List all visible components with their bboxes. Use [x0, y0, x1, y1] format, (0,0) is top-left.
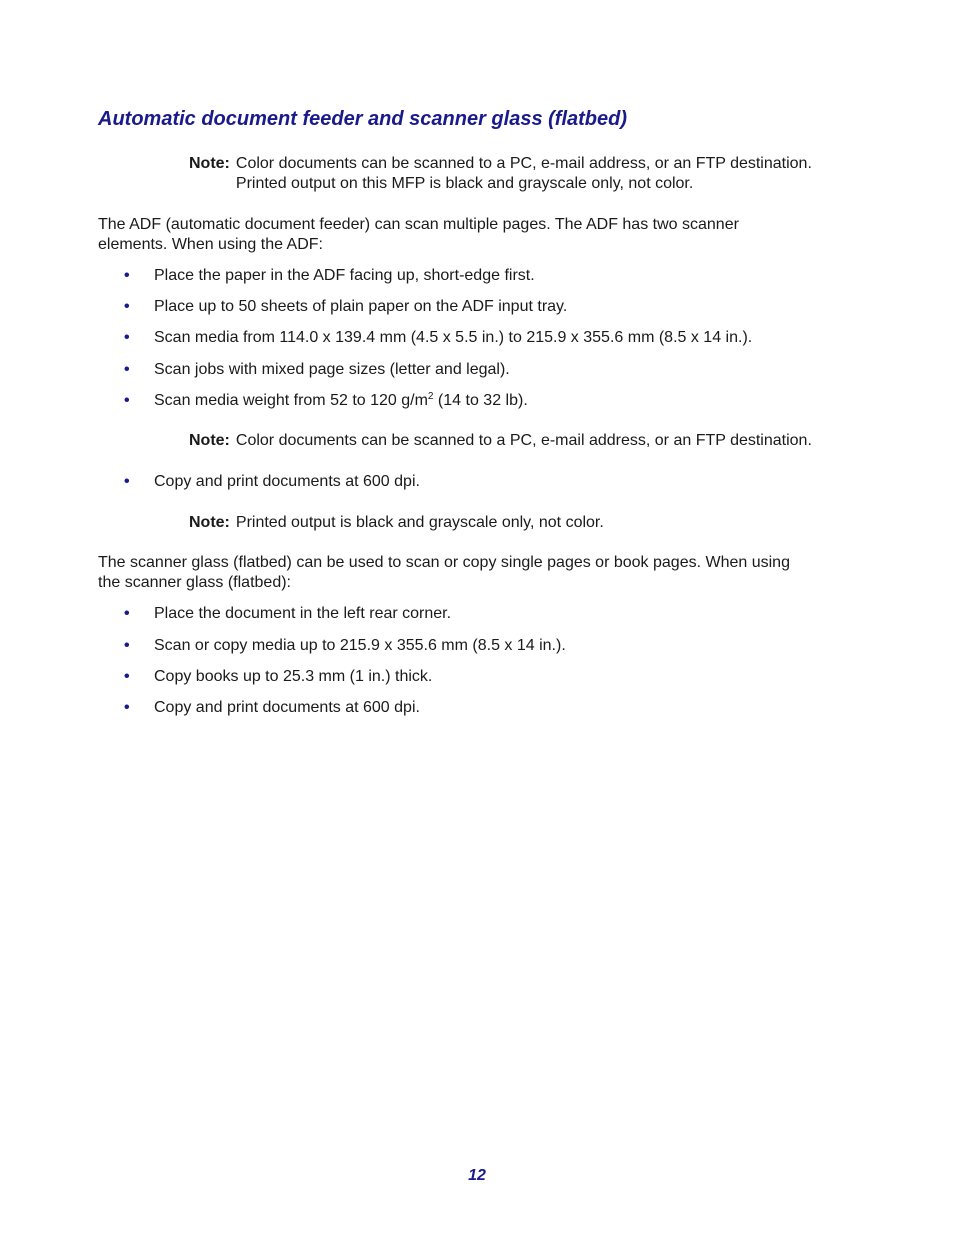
note-box: [189, 513, 869, 533]
weight-text: (14 to 32 lb).: [433, 392, 528, 409]
note-label: Note:: [189, 514, 230, 531]
bullet-icon: •: [124, 473, 130, 490]
note-line: Color documents can be scanned to a PC, e-mail address, or an FTP destination.: [235, 155, 812, 172]
superscript: 2: [427, 391, 434, 402]
bullet-icon: •: [124, 605, 130, 622]
paragraph-line: The ADF (automatic document feeder) can scan multiple pages. The ADF has two scanner: [98, 216, 739, 233]
bullet-icon: •: [124, 267, 130, 284]
flatbed-intro-paragraph: [98, 553, 858, 593]
list-item: [124, 604, 864, 624]
list-item-text: Copy books up to 25.3 mm (1 in.) thick.: [154, 668, 433, 685]
bullet-icon: •: [124, 392, 130, 409]
list-item: [124, 266, 864, 286]
list-item-text: Place the paper in the ADF facing up, short-edge first.: [154, 267, 535, 284]
note-text: [236, 154, 869, 194]
page-number: 12: [468, 1167, 486, 1184]
list-item: [124, 698, 864, 718]
paragraph-line: The scanner glass (flatbed) can be used to scan or copy single pages or book pages. When using: [98, 554, 790, 571]
bullet-icon: •: [124, 298, 130, 315]
note-label: Note:: [189, 155, 230, 172]
weight-text: Scan media weight from 52 to 120 g/m: [154, 392, 428, 409]
list-item: [124, 391, 864, 411]
bullet-icon: •: [124, 329, 130, 346]
list-item: [124, 328, 864, 348]
list-item-text: Scan or copy media up to 215.9 x 355.6 mm (8.5 x 14 in.).: [154, 637, 566, 654]
note-text: Printed output is black and grayscale only, not color.: [235, 514, 604, 531]
adf-intro-paragraph: [98, 215, 858, 255]
list-item-text: Scan jobs with mixed page sizes (letter and legal).: [154, 361, 510, 378]
bullet-icon: •: [124, 361, 130, 378]
bullet-icon: •: [124, 699, 130, 716]
paragraph-line: elements. When using the ADF:: [98, 236, 323, 253]
list-item-text: Copy and print documents at 600 dpi.: [154, 699, 420, 716]
paragraph-line: the scanner glass (flatbed):: [98, 574, 291, 591]
note-box: [189, 431, 869, 451]
list-item-text: Place the document in the left rear corner.: [154, 605, 452, 622]
section-title: Automatic document feeder and scanner glass (flatbed): [98, 108, 627, 130]
list-item: [124, 360, 864, 380]
bullet-icon: •: [124, 668, 130, 685]
note-box: [189, 154, 869, 194]
list-item: [124, 667, 864, 687]
list-item: [124, 297, 864, 317]
list-item-text: Scan media from 114.0 x 139.4 mm (4.5 x 5.5 in.) to 215.9 x 355.6 mm (8.5 x 14 in.).: [154, 329, 753, 346]
note-label: Note:: [189, 432, 230, 449]
list-item: [124, 472, 864, 492]
note-line: Printed output on this MFP is black and grayscale only, not color.: [235, 175, 694, 192]
list-item-text: [154, 391, 528, 411]
list-item: [124, 636, 864, 656]
list-item-text: Place up to 50 sheets of plain paper on the ADF input tray.: [154, 298, 568, 315]
bullet-icon: •: [124, 637, 130, 654]
note-text: Color documents can be scanned to a PC, e-mail address, or an FTP destination.: [235, 432, 812, 449]
list-item-text: Copy and print documents at 600 dpi.: [154, 473, 420, 490]
